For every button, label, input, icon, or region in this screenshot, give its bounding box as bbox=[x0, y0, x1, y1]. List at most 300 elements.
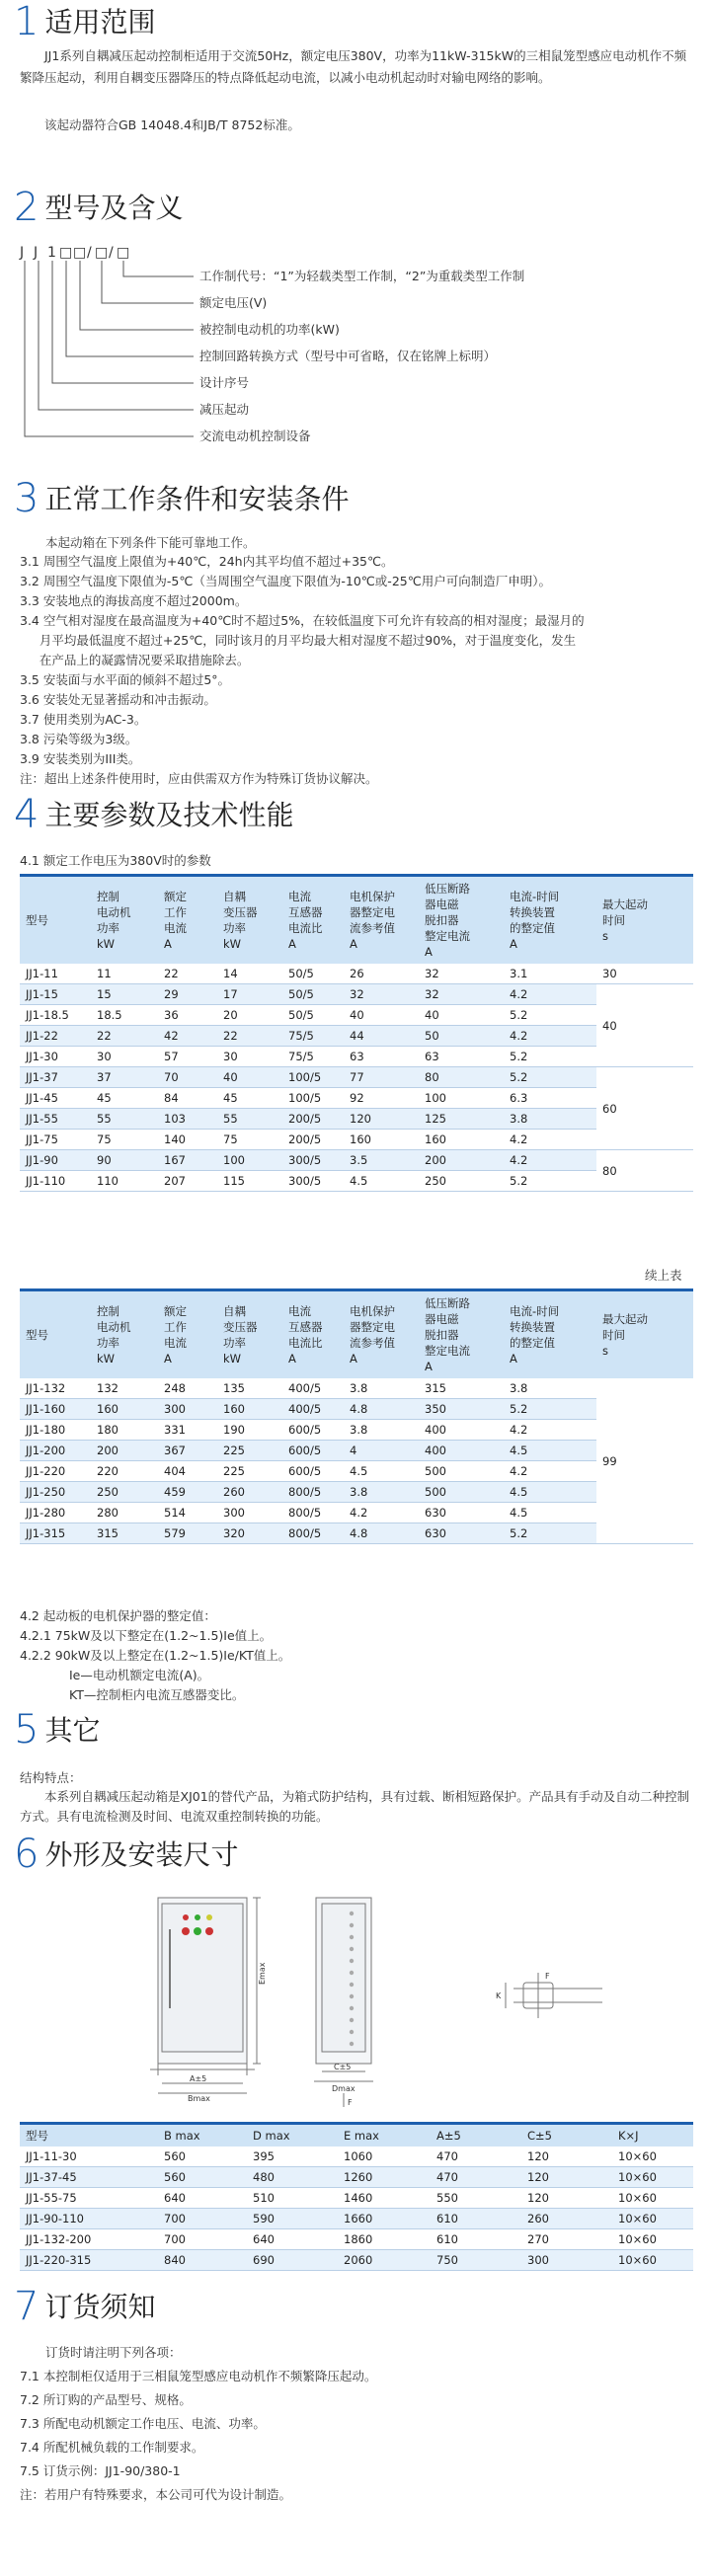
table-cell: 40 bbox=[344, 1005, 419, 1026]
table-cell: 400 bbox=[419, 1441, 504, 1461]
dimension-drawing bbox=[138, 1890, 691, 2109]
start-time-cell: 40 bbox=[596, 984, 693, 1067]
table-cell: 5.2 bbox=[504, 1067, 596, 1088]
table-cell: 32 bbox=[419, 964, 504, 984]
table-cell: 100/5 bbox=[282, 1088, 344, 1109]
table-cell: 140 bbox=[158, 1130, 217, 1150]
params-table-1 bbox=[20, 874, 693, 1192]
table-cell: 40 bbox=[419, 1005, 504, 1026]
table-cell: 5.2 bbox=[504, 1047, 596, 1067]
table-cell: 55 bbox=[91, 1109, 158, 1130]
table-cell: 4.5 bbox=[344, 1461, 419, 1482]
table-cell: JJ1-132 bbox=[20, 1378, 91, 1399]
column-header: D max bbox=[247, 2124, 338, 2147]
table-cell: 132 bbox=[91, 1378, 158, 1399]
header-row bbox=[20, 2124, 693, 2147]
table-cell: JJ1-15 bbox=[20, 984, 91, 1005]
table-cell: 610 bbox=[431, 2229, 521, 2250]
table-cell: 5.2 bbox=[504, 1523, 596, 1544]
code-char-5: / bbox=[87, 245, 92, 261]
code-label-3: 控制回路转换方式（型号中可省略，仅在铭牌上标明） bbox=[199, 349, 497, 363]
note-4-2: 4.2 起动板的电机保护器的整定值： bbox=[20, 1608, 216, 1623]
table-cell: JJ1-160 bbox=[20, 1399, 91, 1420]
code-char-0: J bbox=[20, 245, 25, 261]
model-code-lines bbox=[16, 237, 697, 470]
dim-k-label: K bbox=[496, 1991, 502, 2000]
s3-intro: 本起动箱在下列条件下能可靠地工作。 bbox=[45, 535, 256, 550]
code-label-4: 设计序号 bbox=[199, 375, 250, 390]
table-cell: 300 bbox=[217, 1503, 282, 1523]
table-row bbox=[20, 2147, 693, 2167]
table-cell: 510 bbox=[247, 2188, 338, 2209]
table-cell: 180 bbox=[91, 1420, 158, 1441]
table-cell: 4.8 bbox=[344, 1523, 419, 1544]
table-cell: 50/5 bbox=[282, 1005, 344, 1026]
table-cell: 690 bbox=[247, 2250, 338, 2271]
table-cell: 29 bbox=[158, 984, 217, 1005]
table-cell: 500 bbox=[419, 1482, 504, 1503]
table-cell: 630 bbox=[419, 1503, 504, 1523]
table-row bbox=[20, 1171, 693, 1192]
table-cell: JJ1-132-200 bbox=[20, 2229, 158, 2250]
table-cell: 167 bbox=[158, 1150, 217, 1171]
table-cell: 250 bbox=[419, 1171, 504, 1192]
table-cell: 160 bbox=[91, 1399, 158, 1420]
table-cell: 30 bbox=[217, 1047, 282, 1067]
code-char-4: □ bbox=[73, 245, 87, 261]
structure-label: 结构特点： bbox=[20, 1770, 82, 1785]
table-cell: 10×60 bbox=[612, 2167, 693, 2188]
table-cell: 315 bbox=[91, 1523, 158, 1544]
table-cell: 500 bbox=[419, 1461, 504, 1482]
table-row bbox=[20, 1130, 693, 1150]
table-row bbox=[20, 1420, 693, 1441]
condition-item: 在产品上的凝露情况要采取措施除去。 bbox=[20, 653, 250, 667]
table-cell: JJ1-280 bbox=[20, 1503, 91, 1523]
table-cell: 225 bbox=[217, 1461, 282, 1482]
table-cell: 579 bbox=[158, 1523, 217, 1544]
table-cell: 320 bbox=[217, 1523, 282, 1544]
dim-emax-label: Emax bbox=[258, 1962, 267, 1985]
table-cell: 700 bbox=[158, 2209, 247, 2229]
table-cell: 350 bbox=[419, 1399, 504, 1420]
table-cell: 160 bbox=[344, 1130, 419, 1150]
table-cell: 120 bbox=[521, 2167, 612, 2188]
table-cell: JJ1-200 bbox=[20, 1441, 91, 1461]
table-row bbox=[20, 1005, 693, 1026]
table-row bbox=[20, 1150, 693, 1171]
table-cell: 3.8 bbox=[344, 1420, 419, 1441]
table-cell: 800/5 bbox=[282, 1503, 344, 1523]
start-time-cell: 99 bbox=[596, 1378, 693, 1544]
table-1-subtitle: 4.1 额定工作电压为380V时的参数 bbox=[20, 853, 211, 868]
params-table-2-header bbox=[20, 1290, 693, 1379]
condition-item: 3.6 安装处无显著摇动和冲击振动。 bbox=[20, 692, 216, 707]
column-header: 电流-时间 转换装置 的整定值 A bbox=[504, 1290, 596, 1379]
table-cell: 10×60 bbox=[612, 2188, 693, 2209]
params-table-1-header bbox=[20, 876, 693, 965]
table-row bbox=[20, 2167, 693, 2188]
header-row bbox=[20, 876, 693, 965]
code-char-2: 1 bbox=[47, 245, 56, 261]
table-cell: JJ1-30 bbox=[20, 1047, 91, 1067]
condition-note: 注：超出上述条件使用时，应由供需双方作为特殊订货协议解决。 bbox=[20, 771, 378, 786]
start-time-cell: 80 bbox=[596, 1150, 693, 1192]
table-cell: 1660 bbox=[338, 2209, 431, 2229]
table-cell: 400 bbox=[419, 1420, 504, 1441]
condition-item: 月平均最低温度不超过+25℃，同时该月的月平均最大相对湿度不超过90%，对于温度变化，发生 bbox=[20, 633, 577, 648]
table-cell: 367 bbox=[158, 1441, 217, 1461]
table-row bbox=[20, 1523, 693, 1544]
table-cell: 10×60 bbox=[612, 2209, 693, 2229]
column-header: 控制 电动机 功率 kW bbox=[91, 876, 158, 965]
table-cell: 75 bbox=[217, 1130, 282, 1150]
table-row bbox=[20, 1088, 693, 1109]
column-header: 低压断路 器电磁 脱扣器 整定电流 A bbox=[419, 1290, 504, 1379]
column-header: E max bbox=[338, 2124, 431, 2147]
table-cell: 135 bbox=[217, 1378, 282, 1399]
order-item: 7.5 订货示例：JJ1-90/380-1 bbox=[20, 2463, 181, 2478]
table-cell: 514 bbox=[158, 1503, 217, 1523]
cabinet-drawing bbox=[138, 1890, 691, 2109]
table-cell: JJ1-315 bbox=[20, 1523, 91, 1544]
table-cell: 77 bbox=[344, 1067, 419, 1088]
column-header: 电流 互感器 电流比 A bbox=[282, 876, 344, 965]
table-cell: 32 bbox=[344, 984, 419, 1005]
table-cell: JJ1-37-45 bbox=[20, 2167, 158, 2188]
table-cell: JJ1-55 bbox=[20, 1109, 91, 1130]
table-cell: 50/5 bbox=[282, 984, 344, 1005]
table-row bbox=[20, 1047, 693, 1067]
section-4-title: 4 主要参数及技术性能 bbox=[14, 792, 294, 837]
column-header: 低压断路 器电磁 脱扣器 整定电流 A bbox=[419, 876, 504, 965]
table-cell: 84 bbox=[158, 1088, 217, 1109]
table-cell: 120 bbox=[521, 2147, 612, 2167]
table-row bbox=[20, 1026, 693, 1047]
table-cell: 207 bbox=[158, 1171, 217, 1192]
table-cell: 10×60 bbox=[612, 2229, 693, 2250]
table-cell: 17 bbox=[217, 984, 282, 1005]
table-cell: 45 bbox=[217, 1088, 282, 1109]
table-cell: 4.5 bbox=[504, 1482, 596, 1503]
table-cell: 4.2 bbox=[504, 1026, 596, 1047]
section-6-title: 6 外形及安装尺寸 bbox=[14, 1832, 239, 1877]
dimension-table-header bbox=[20, 2124, 693, 2147]
table-cell: 315 bbox=[419, 1378, 504, 1399]
code-char-8: □ bbox=[117, 245, 130, 261]
table-cell: 4.5 bbox=[344, 1171, 419, 1192]
column-header: 自耦 变压器 功率 kW bbox=[217, 1290, 282, 1379]
table-cell: 470 bbox=[431, 2147, 521, 2167]
table-cell: 220 bbox=[91, 1461, 158, 1482]
code-label-0: 工作制代号：“1”为轻载类型工作制，“2”为重载类型工作制 bbox=[199, 269, 525, 283]
table-cell: JJ1-180 bbox=[20, 1420, 91, 1441]
order-item: 7.4 所配机械负载的工作制要求。 bbox=[20, 2440, 204, 2455]
table-cell: 560 bbox=[158, 2147, 247, 2167]
table-cell: 44 bbox=[344, 1026, 419, 1047]
table-cell: JJ1-22 bbox=[20, 1026, 91, 1047]
s1-paragraph: JJ1系列自耦减压起动控制柜适用于交流50Hz，额定电压380V，功率为11kW-315kW的三相鼠笼型感应电动机作不频繁降压起动，利用自耦变压器降压的特点降低起动电流，以减小电动机起动时对输电网络的影响。 bbox=[20, 48, 687, 85]
start-time-cell: 60 bbox=[596, 1067, 693, 1150]
condition-item: 3.7 使用类别为AC-3。 bbox=[20, 712, 147, 727]
condition-item: 3.2 周围空气温度下限值为-5℃（当周围空气温度下限值为-10℃或-25℃用户可向制造厂申明）。 bbox=[20, 574, 552, 588]
code-label-1: 额定电压(V) bbox=[199, 295, 268, 310]
dim-a-label: A±5 bbox=[190, 2074, 207, 2083]
table-cell: 3.8 bbox=[504, 1109, 596, 1130]
params-table-1-body bbox=[20, 964, 693, 1192]
table-cell: JJ1-250 bbox=[20, 1482, 91, 1503]
table-cell: 200/5 bbox=[282, 1130, 344, 1150]
dim-bmax-label: Bmax bbox=[188, 2094, 210, 2103]
table-cell: 1060 bbox=[338, 2147, 431, 2167]
table-row bbox=[20, 1503, 693, 1523]
structure-paragraph: 本系列自耦减压起动箱是XJ01的替代产品，为箱式防护结构，具有过载、断相短路保护。产品具有手动及自动二种控制方式。具有电流检测及时间、电流双重控制转换的功能。 bbox=[20, 1789, 690, 1824]
table-row bbox=[20, 964, 693, 984]
table-cell: JJ1-18.5 bbox=[20, 1005, 91, 1026]
table-cell: 100/5 bbox=[282, 1067, 344, 1088]
table-cell: JJ1-45 bbox=[20, 1088, 91, 1109]
table-cell: JJ1-37 bbox=[20, 1067, 91, 1088]
table-cell: JJ1-11-30 bbox=[20, 2147, 158, 2167]
table-cell: 800/5 bbox=[282, 1523, 344, 1544]
table-cell: 100 bbox=[419, 1088, 504, 1109]
table-cell: 331 bbox=[158, 1420, 217, 1441]
table-cell: 57 bbox=[158, 1047, 217, 1067]
table-cell: 395 bbox=[247, 2147, 338, 2167]
condition-item: 3.3 安装地点的海拔高度不超过2000m。 bbox=[20, 593, 248, 608]
table-row bbox=[20, 1067, 693, 1088]
table-cell: 75 bbox=[91, 1130, 158, 1150]
dimension-table-body bbox=[20, 2147, 693, 2271]
table-cell: 4.5 bbox=[504, 1441, 596, 1461]
table-cell: 459 bbox=[158, 1482, 217, 1503]
table-cell: 75/5 bbox=[282, 1047, 344, 1067]
column-header: 型号 bbox=[20, 1290, 91, 1379]
table-cell: 250 bbox=[91, 1482, 158, 1503]
table-cell: 840 bbox=[158, 2250, 247, 2271]
order-item: 7.1 本控制柜仅适用于三相鼠笼型感应电动机作不频繁降压起动。 bbox=[20, 2369, 377, 2383]
table-cell: 300 bbox=[158, 1399, 217, 1420]
order-item: 7.2 所订购的产品型号、规格。 bbox=[20, 2392, 192, 2407]
table-cell: JJ1-11 bbox=[20, 964, 91, 984]
table-cell: 3.1 bbox=[504, 964, 596, 984]
condition-item: 3.4 空气相对湿度在最高温度为+40℃时不超过5%，在较低温度下可允许有较高的相对湿度；最湿月的 bbox=[20, 613, 585, 628]
table-cell: 248 bbox=[158, 1378, 217, 1399]
table-cell: 120 bbox=[521, 2188, 612, 2209]
table-cell: 3.5 bbox=[344, 1150, 419, 1171]
table-cell: 30 bbox=[91, 1047, 158, 1067]
table-cell: 600/5 bbox=[282, 1461, 344, 1482]
table-row bbox=[20, 2229, 693, 2250]
table-cell: 14 bbox=[217, 964, 282, 984]
table-cell: 32 bbox=[419, 984, 504, 1005]
column-header: 最大起动 时间 s bbox=[596, 1290, 693, 1379]
table-cell: 5.2 bbox=[504, 1171, 596, 1192]
table-cell: 160 bbox=[217, 1399, 282, 1420]
column-header: 额定 工作 电流 A bbox=[158, 1290, 217, 1379]
order-item: 7.3 所配电动机额定工作电压、电流、功率。 bbox=[20, 2416, 266, 2431]
table-cell: 200/5 bbox=[282, 1109, 344, 1130]
code-label-2: 被控制电动机的功率(kW) bbox=[199, 322, 340, 337]
condition-item: 3.1 周围空气温度上限值为+40℃，24h内其平均值不超过+35℃。 bbox=[20, 554, 394, 569]
table-cell: JJ1-55-75 bbox=[20, 2188, 158, 2209]
table-cell: 600/5 bbox=[282, 1441, 344, 1461]
table-cell: 200 bbox=[91, 1441, 158, 1461]
note-4-2-2: 4.2.2 90kW及以上整定在(1.2~1.5)Ie/KT值上。 bbox=[20, 1648, 291, 1663]
table-cell: 270 bbox=[521, 2229, 612, 2250]
table-cell: 103 bbox=[158, 1109, 217, 1130]
table-cell: 75/5 bbox=[282, 1026, 344, 1047]
table-cell: 1260 bbox=[338, 2167, 431, 2188]
dim-f2-label: F bbox=[545, 1972, 550, 1981]
table-cell: 80 bbox=[419, 1067, 504, 1088]
table-cell: 550 bbox=[431, 2188, 521, 2209]
table-cell: 10×60 bbox=[612, 2250, 693, 2271]
table-cell: JJ1-220 bbox=[20, 1461, 91, 1482]
column-header: K×J bbox=[612, 2124, 693, 2147]
column-header: 型号 bbox=[20, 2124, 158, 2147]
table-row bbox=[20, 984, 693, 1005]
code-label-6: 交流电动机控制设备 bbox=[199, 429, 311, 443]
model-code-diagram bbox=[16, 237, 697, 470]
column-header: 型号 bbox=[20, 876, 91, 965]
table-cell: 300 bbox=[521, 2250, 612, 2271]
condition-item: 3.5 安装面与水平面的倾斜不超过5°。 bbox=[20, 672, 231, 687]
dim-dmax-label: Dmax bbox=[332, 2084, 356, 2093]
table-row bbox=[20, 1109, 693, 1130]
condition-item: 3.8 污染等级为3级。 bbox=[20, 732, 138, 746]
table-cell: 5.2 bbox=[504, 1005, 596, 1026]
table-cell: 40 bbox=[217, 1067, 282, 1088]
table-cell: 63 bbox=[419, 1047, 504, 1067]
table-cell: 11 bbox=[91, 964, 158, 984]
column-header: 电机保护 器整定电 流参考值 A bbox=[344, 876, 419, 965]
column-header: B max bbox=[158, 2124, 247, 2147]
table-cell: 3.8 bbox=[344, 1482, 419, 1503]
table-cell: 20 bbox=[217, 1005, 282, 1026]
table-cell: 120 bbox=[344, 1109, 419, 1130]
order-note: 注：若用户有特殊要求，本公司可代为设计制造。 bbox=[20, 2487, 292, 2502]
table-row bbox=[20, 1441, 693, 1461]
section-5-title: 5 其它 bbox=[14, 1707, 101, 1753]
table-cell: 50/5 bbox=[282, 964, 344, 984]
table-cell: 300/5 bbox=[282, 1171, 344, 1192]
table-cell: 225 bbox=[217, 1441, 282, 1461]
table-row bbox=[20, 2250, 693, 2271]
table-cell: 125 bbox=[419, 1109, 504, 1130]
note-4-2-1: 4.2.1 75kW及以下整定在(1.2~1.5)Ie值上。 bbox=[20, 1628, 273, 1643]
table-cell: 92 bbox=[344, 1088, 419, 1109]
table-cell: JJ1-90 bbox=[20, 1150, 91, 1171]
table-cell: JJ1-220-315 bbox=[20, 2250, 158, 2271]
table-cell: 26 bbox=[344, 964, 419, 984]
column-header: 额定 工作 电流 A bbox=[158, 876, 217, 965]
order-intro: 订货时请注明下列各项： bbox=[45, 2345, 182, 2360]
table-cell: 260 bbox=[521, 2209, 612, 2229]
table-cell: 800/5 bbox=[282, 1482, 344, 1503]
table-cell: 110 bbox=[91, 1171, 158, 1192]
dim-c-label: C±5 bbox=[334, 2063, 352, 2071]
table-cell: 4.8 bbox=[344, 1399, 419, 1420]
table-cell: 4.2 bbox=[504, 984, 596, 1005]
table-cell: 42 bbox=[158, 1026, 217, 1047]
table-cell: 700 bbox=[158, 2229, 247, 2250]
table-cell: 300/5 bbox=[282, 1150, 344, 1171]
column-header: 自耦 变压器 功率 kW bbox=[217, 876, 282, 965]
table-cell: 1460 bbox=[338, 2188, 431, 2209]
code-char-7: / bbox=[109, 245, 114, 261]
dim-f-label: F bbox=[348, 2098, 353, 2107]
table-row bbox=[20, 1461, 693, 1482]
table-cell: 400/5 bbox=[282, 1378, 344, 1399]
note-ie: Ie—电动机额定电流(A)。 bbox=[69, 1668, 210, 1682]
start-time-cell: 30 bbox=[596, 964, 693, 984]
table-cell: 4 bbox=[344, 1441, 419, 1461]
table-cell: 4.2 bbox=[504, 1130, 596, 1150]
table-cell: 4.2 bbox=[504, 1150, 596, 1171]
params-table-2 bbox=[20, 1288, 693, 1544]
section-1-title: 1 适用范围 bbox=[14, 0, 156, 44]
condition-item: 3.9 安装类别为III类。 bbox=[20, 751, 141, 766]
table-cell: JJ1-75 bbox=[20, 1130, 91, 1150]
table-cell: 18.5 bbox=[91, 1005, 158, 1026]
code-char-3: □ bbox=[59, 245, 73, 261]
table-cell: 404 bbox=[158, 1461, 217, 1482]
table-cell: 37 bbox=[91, 1067, 158, 1088]
table-cell: 50 bbox=[419, 1026, 504, 1047]
table-cell: 36 bbox=[158, 1005, 217, 1026]
section-3-title: 3 正常工作条件和安装条件 bbox=[14, 476, 350, 521]
table-cell: 610 bbox=[431, 2209, 521, 2229]
table-continued-label: 续上表 bbox=[645, 1268, 682, 1283]
table-row bbox=[20, 2188, 693, 2209]
table-cell: 115 bbox=[217, 1171, 282, 1192]
table-cell: 22 bbox=[91, 1026, 158, 1047]
table-cell: 22 bbox=[217, 1026, 282, 1047]
params-table-2-body bbox=[20, 1378, 693, 1544]
table-cell: 4.2 bbox=[504, 1420, 596, 1441]
column-header: 电流 互感器 电流比 A bbox=[282, 1290, 344, 1379]
dimension-table bbox=[20, 2122, 693, 2271]
table-cell: 90 bbox=[91, 1150, 158, 1171]
table-cell: 640 bbox=[247, 2229, 338, 2250]
column-header: C±5 bbox=[521, 2124, 612, 2147]
table-cell: 70 bbox=[158, 1067, 217, 1088]
s1-standard: 该起动器符合GB 14048.4和JB/T 8752标准。 bbox=[44, 117, 300, 132]
table-row bbox=[20, 2209, 693, 2229]
table-cell: 4.2 bbox=[344, 1503, 419, 1523]
table-cell: 4.5 bbox=[504, 1503, 596, 1523]
table-cell: 480 bbox=[247, 2167, 338, 2188]
code-label-5: 减压起动 bbox=[199, 402, 250, 417]
table-cell: 560 bbox=[158, 2167, 247, 2188]
table-cell: 100 bbox=[217, 1150, 282, 1171]
table-cell: 4.2 bbox=[504, 1461, 596, 1482]
table-cell: 10×60 bbox=[612, 2147, 693, 2167]
table-cell: 5.2 bbox=[504, 1399, 596, 1420]
table-row bbox=[20, 1399, 693, 1420]
note-kt: KT—控制柜内电流互感器变比。 bbox=[69, 1687, 245, 1702]
table-cell: 160 bbox=[419, 1130, 504, 1150]
table-cell: 3.8 bbox=[504, 1378, 596, 1399]
table-cell: 750 bbox=[431, 2250, 521, 2271]
table-cell: 280 bbox=[91, 1503, 158, 1523]
table-cell: 15 bbox=[91, 984, 158, 1005]
table-cell: 640 bbox=[158, 2188, 247, 2209]
column-header: A±5 bbox=[431, 2124, 521, 2147]
table-cell: 45 bbox=[91, 1088, 158, 1109]
table-cell: 22 bbox=[158, 964, 217, 984]
